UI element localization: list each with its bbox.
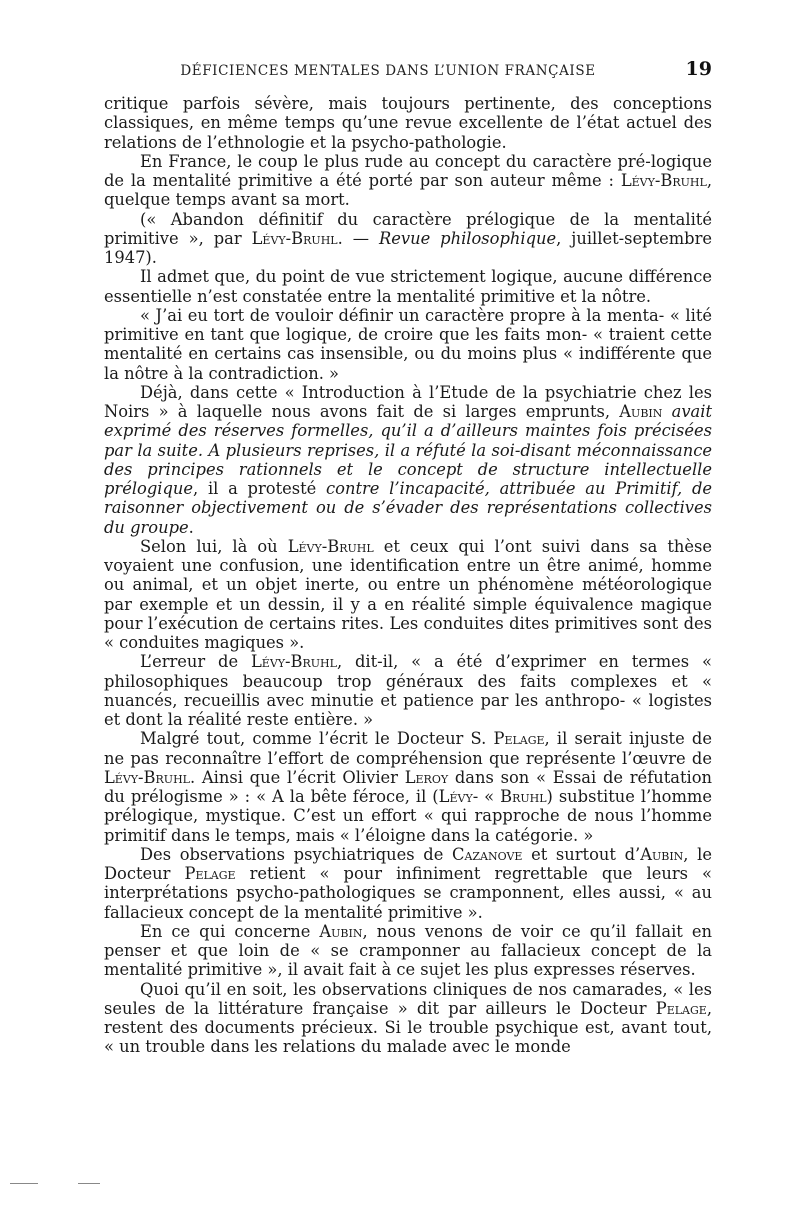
paragraph: [104, 922, 712, 980]
paragraph: [104, 383, 712, 537]
text-run: dans son « Essai de réfutation du prélogisme » : « A la bête féroce, il (: [104, 767, 712, 806]
text-run: Il admet que, du point de vue strictement logique, aucune différence essentielle n’est constatée entre la mentalité primitive et la nôtre.: [104, 267, 712, 306]
author-name: Aubin: [619, 402, 663, 421]
paragraph: [104, 210, 712, 268]
paragraph: [104, 152, 712, 210]
footer-marks: [10, 1183, 130, 1187]
text-run: , restent des documents précieux. Si le trouble psychique est, avant tout, « un trouble dans les relations du malade avec le monde: [104, 998, 712, 1057]
text-run: , il serait injuste de ne pas reconnaître l’effort de compréhension que représente l’œuvre de: [104, 729, 712, 768]
paragraph: [104, 729, 712, 845]
text-run: , dit-il, « a été d’exprimer en termes « philosophiques beaucoup trop généraux des faits complexes et « nuancés, recueillis avec minutie et patience par les anthropo- « logistes et dont la réalité reste entière. »: [104, 652, 712, 729]
page-header: [104, 60, 712, 82]
italic-text: contre l’incapacité, attribuée au Primitif, de raisonner objectivement ou de s’évader des représentations collectives du groupe: [104, 479, 713, 537]
author-name: Pelage: [493, 729, 545, 749]
text-run: En France, le coup le plus rude au concept du caractère pré-logique de la mentalité primitive a été porté par son auteur même :: [104, 151, 712, 190]
text-run: ) substitue l’homme prélogique, mystique. C’est un effort « qui rapproche de nous l’homme primitif dans le temps, mais « l’éloigne dans la catégorie. »: [104, 787, 713, 845]
text-run: [662, 402, 671, 421]
author-name: Cazanove: [452, 844, 523, 864]
author-name: Aubin: [319, 921, 363, 941]
text-run: et surtout d’: [522, 844, 641, 864]
text-run: . Ainsi que l’écrit Olivier: [189, 767, 405, 787]
paragraph: [104, 652, 712, 729]
text-run: , nous venons de voir ce qu’il fallait en penser et que loin de « se cramponner au fallacieux concept de la mentalité primitive », il avait fait à ce sujet les plus expresses réserves.: [104, 921, 712, 980]
author-name: Pelage: [655, 998, 707, 1018]
text-run: . —: [337, 228, 379, 248]
italic-text: Revue philosophique: [379, 228, 557, 248]
text-run: Quoi qu’il en soit, les observations cliniques de nos camarades, « les seules de la littérature française » dit par ailleurs le Docteur: [104, 979, 712, 1018]
paragraph: [104, 94, 712, 152]
page-number: 19: [685, 58, 712, 80]
text-run: « J’ai eu tort de vouloir définir un caractère propre à la menta- « lité primitive en tant que logique, de croire que les faits mon- « traient cette mentalité en certains cas insensible, ou du moins plus « indifférente que la nôtre à la contradiction. »: [104, 305, 712, 383]
running-head: DÉFICIENCES MENTALES DANS L’UNION FRANÇAISE: [180, 63, 596, 79]
paragraph: [104, 537, 712, 653]
text-run: , il a protesté: [193, 479, 327, 498]
text-run: (« Abandon définitif du caractère prélogique de la mentalité primitive », par: [104, 209, 712, 248]
paragraph: [104, 267, 712, 306]
italic-text: avait exprimé des réserves formelles, qu’il a d’ailleurs maintes fois précisées par la suite. A plusieurs reprises, il a réfuté la soi-disant méconnaissance des principes rationnels et le concept de structure intellectuelle prélogique: [104, 402, 712, 498]
author-name: Aubin: [640, 844, 684, 864]
text-run: Des observations psychiatriques de: [140, 844, 452, 864]
body-text: [104, 94, 712, 1057]
text-run: critique parfois sévère, mais toujours pertinente, des conceptions classiques, en même temps qu’une revue excellente de l’état actuel des relations de l’ethnologie et la psycho-pathologie.: [104, 94, 712, 152]
text-run: et ceux qui l’ont suivi dans sa thèse voyaient une confusion, une identification entre un être animé, homme ou animal, et un objet inerte, ou entre un phénomène météorologique par exemple et un dessin, il y a en réalité simple équivalence magique pour l’exécution de certains rites. Les conduites dites primitives sont des « conduites magiques ».: [104, 536, 712, 652]
author-name: Lévy-Bruhl: [287, 536, 374, 556]
author-name: Lévy-Bruhl: [250, 652, 337, 672]
text-run: Déjà, dans cette « Introduction à l’Etude de la psychiatrie chez les Noirs » à laquelle nous avons fait de si larges emprunts,: [104, 382, 712, 421]
text-run: Malgré tout, comme l’écrit le Docteur S.: [140, 729, 494, 749]
text-run: , quelque temps avant sa mort.: [104, 171, 712, 210]
text-run: Selon lui, là où: [140, 536, 288, 556]
author-name: Lévy-Bruhl: [251, 228, 338, 248]
paragraph: [104, 980, 712, 1057]
text-run: L’erreur de: [140, 652, 251, 672]
text-run: , juillet-septembre 1947).: [104, 228, 712, 267]
paragraph: [104, 845, 712, 922]
paragraph: [104, 306, 712, 383]
text-run: retient « pour infiniment regrettable que leurs « interprétations psycho-pathologiques se cramponnent, elles aussi, « au fallacieux concept de la mentalité primitive ».: [104, 864, 712, 922]
author-name: Leroy: [404, 767, 449, 787]
text-run: , le Docteur: [104, 844, 712, 883]
text-run: En ce qui concerne: [140, 921, 320, 941]
author-name: Lévy-Bruhl: [620, 171, 707, 190]
author-name: Lévy- « Bruhl: [438, 787, 547, 806]
author-name: Lévy-Bruhl: [104, 767, 190, 787]
author-name: Pelage: [184, 864, 236, 883]
text-run: .: [188, 517, 194, 537]
